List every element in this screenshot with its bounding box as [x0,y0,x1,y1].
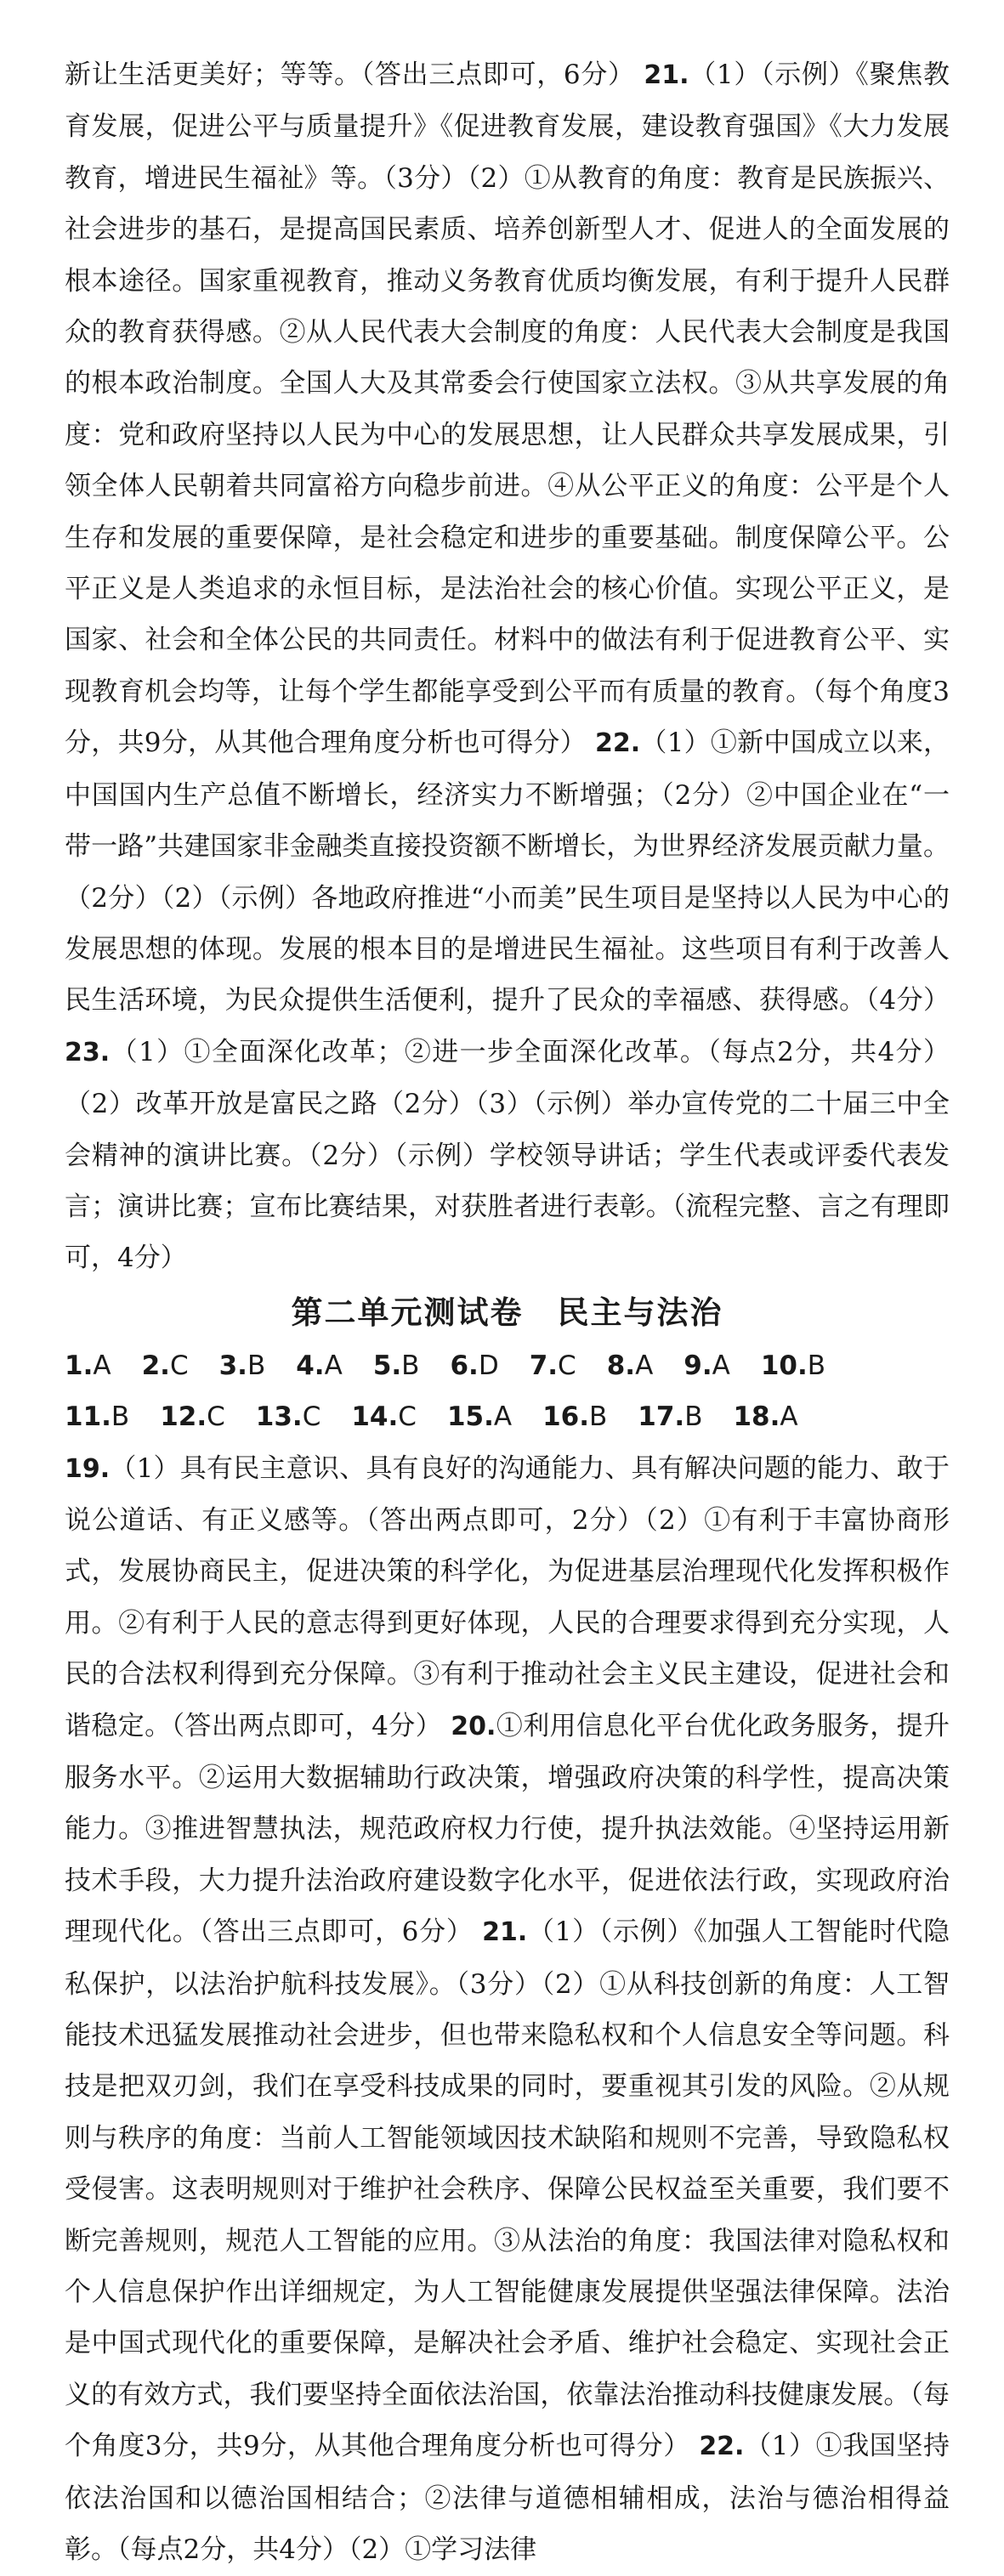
choice-value: A [324,1350,343,1381]
choice-number: 12. [160,1401,207,1433]
choice-number: 6. [450,1350,479,1381]
choice-answer [65,1340,111,1391]
choice-answer [65,1391,129,1442]
question-number-22: 22. [595,728,641,759]
choice-answer [607,1340,654,1391]
choice-answer [761,1340,825,1391]
answer-text: ①利用信息化平台优化政务服务，提升服务水平。②运用大数据辅助行政决策，增强政府决策的科学性，提高决策能力。③推进智慧执法，规范政府权力行使，提升执法效能。④坚持运用新技术手段，大力提升法治政府建设数字化水平，促进依法行政，实现政府治理现代化。（答出三点即可，6分） [65,1710,950,1948]
choice-answer [351,1391,417,1442]
choice-number: 16. [542,1401,589,1433]
choice-value: C [169,1350,189,1381]
choice-value: A [493,1401,513,1433]
choice-answer [450,1340,498,1391]
multiple-choice-answers [65,1340,950,1443]
choice-answer [142,1340,189,1391]
choice-answer [219,1340,266,1391]
answer-text: （1）①我国坚持依法治国和以德治国相结合；②法律与道德相辅相成，法治与德治相得益彰。（每点2分，共4分）（2）①学习法律 [65,2431,950,2566]
unit1-answers [65,49,950,1284]
choice-number: 7. [529,1350,559,1381]
question-number-20: 20. [451,1711,496,1741]
section-title: 第二单元测试卷 [291,1294,524,1331]
choice-number: 9. [684,1350,712,1381]
choice-value: C [207,1401,225,1433]
choice-value: C [302,1401,321,1433]
question-number-23: 23. [65,1037,111,1067]
choice-number: 15. [446,1401,494,1433]
choice-value: C [558,1350,576,1381]
choice-number: 2. [141,1350,170,1381]
choice-value: A [780,1401,798,1433]
unit2-answers [65,1443,950,2576]
question-number-22: 22. [699,2432,745,2462]
choice-answer [373,1340,420,1391]
choice-value: D [478,1350,499,1381]
choice-number: 10. [760,1350,808,1381]
question-number-19: 19. [65,1453,111,1484]
choice-answer [542,1391,607,1442]
choice-answer [684,1340,730,1391]
choice-answer [733,1391,797,1442]
choice-answer [160,1391,225,1442]
question-number-21: 21. [482,1917,528,1948]
choice-value: C [398,1401,417,1433]
choice-number: 13. [255,1401,303,1433]
question-number-21: 21. [644,60,689,90]
choice-answer [530,1340,576,1391]
choice-value: B [111,1401,130,1433]
choice-answer [447,1391,512,1442]
choice-value: B [589,1401,608,1433]
choice-answer [296,1340,343,1391]
answer-text: （1）具有民主意识、具有良好的沟通能力、具有解决问题的能力、敢于说公道话、有正义感等。（答出两点即可，2分）（2）①有利于丰富协商形式，发展协商民主，促进决策的科学化，为促进基层治理现代化发挥积极作用。②有利于人民的意志得到更好体现，人民的合理要求得到充分实现，人民的合法权利得到充分保障。③有利于推动社会主义民主建设，促进社会和谐稳定。（答出两点即可，4分） [65,1452,950,1741]
choice-value: B [684,1401,703,1433]
choice-value: A [635,1350,654,1381]
answer-text: （1）（示例）《聚焦教育发展，促进公平与质量提升》《促进教育发展，建设教育强国》《大力发展教育，增进民生福祉》等。（3分）（2）①从教育的角度：教育是民族振兴、社会进步的基石，是提高国民素质、培养创新型人才、促进人的全面发展的根本途径。国家重视教育，推动义务教育优质均衡发展，有利于提升人民群众的教育获得感。②从人民代表大会制度的角度：人民代表大会制度是我国的根本政治制度。全国人大及其常委会行使国家立法权。③从共享发展的角度：党和政府坚持以人民为中心的发展思想，让人民群众共享发展成果，引领全体人民朝着共同富裕方向稳步前进。④从公平正义的角度：公平是个人生存和发展的重要保障，是社会稳定和进步的重要基础。制度保障公平。公平正义是人类追求的永恒目标，是法治社会的核心价值。实现公平正义，是国家、社会和全体公民的共同责任。材料中的做法有利于促进教育公平、实现教育机会均等，让每个学生都能享受到公平而有质量的教育。（每个角度3分，共9分，从其他合理角度分析也可得分） [65,59,950,759]
choice-answer [256,1391,321,1442]
choice-value: B [401,1350,420,1381]
section-heading [65,1286,950,1340]
choice-number: 8. [606,1350,636,1381]
answer-text: 新让生活更美好；等等。（答出三点即可，6分） [65,59,635,90]
answer-text: （1）①新中国成立以来，中国国内生产总值不断增长，经济实力不断增强；（2分）②中国企业在“一带一路”共建国家非金融类直接投资额不断增长，为世界经济发展贡献力量。（2分）（2）（示例）各地政府推进“小而美”民生项目是坚持以人民为中心的发展思想的体现。发展的根本目的是增进民生福祉。这些项目有利于改善人民生活环境，为民众提供生活便利，提升了民众的幸福感、获得感。（4分） [65,728,950,1016]
choice-number: 3. [218,1350,247,1381]
choice-value: B [247,1350,266,1381]
answer-text: （1）①全面深化改革；②进一步全面深化改革。（每点2分，共4分）（2）改革开放是富民之路（2分）（3）（示例）举办宣传党的二十届三中全会精神的演讲比赛。（2分）（示例）学校领导讲话；学生代表或评委代表发言；演讲比赛；宣布比赛结果，对获胜者进行表彰。（流程完整、言之有理即可，4分） [65,1036,950,1274]
choice-number: 14. [351,1401,399,1433]
section-subtitle: 民主与法治 [557,1294,723,1331]
choice-value: A [93,1350,111,1381]
choice-number: 5. [372,1350,402,1381]
choice-number: 11. [65,1401,111,1433]
answer-text: （1）（示例）《加强人工智能时代隐私保护，以法治护航科技发展》。（3分）（2）①从科技创新的角度：人工智能技术迅猛发展推动社会进步，但也带来隐私权和个人信息安全等问题。科技是把双刃剑，我们在享受科技成果的同时，要重视其引发的风险。②从规则与秩序的角度：当前人工智能领域因技术缺陷和规则不完善，导致隐私权受侵害。这表明规则对于维护社会秩序、保障公民权益至关重要，我们要不断完善规则，规范人工智能的应用。③从法治的角度：我国法律对隐私权和个人信息保护作出详细规定，为人工智能健康发展提供坚强法律保障。法治是中国式现代化的重要保障，是解决社会矛盾、维护社会稳定、实现社会正义的有效方式，我们要坚持全面依法治国，依靠法治推动科技健康发展。（每个角度3分，共9分，从其他合理角度分析也可得分） [65,1916,950,2462]
choice-value: A [712,1350,730,1381]
choice-number: 4. [296,1350,325,1381]
choice-answer [638,1391,702,1442]
choice-number: 17. [638,1401,685,1433]
choice-number: 1. [65,1350,94,1381]
choice-value: B [807,1350,826,1381]
choice-number: 18. [733,1401,780,1433]
